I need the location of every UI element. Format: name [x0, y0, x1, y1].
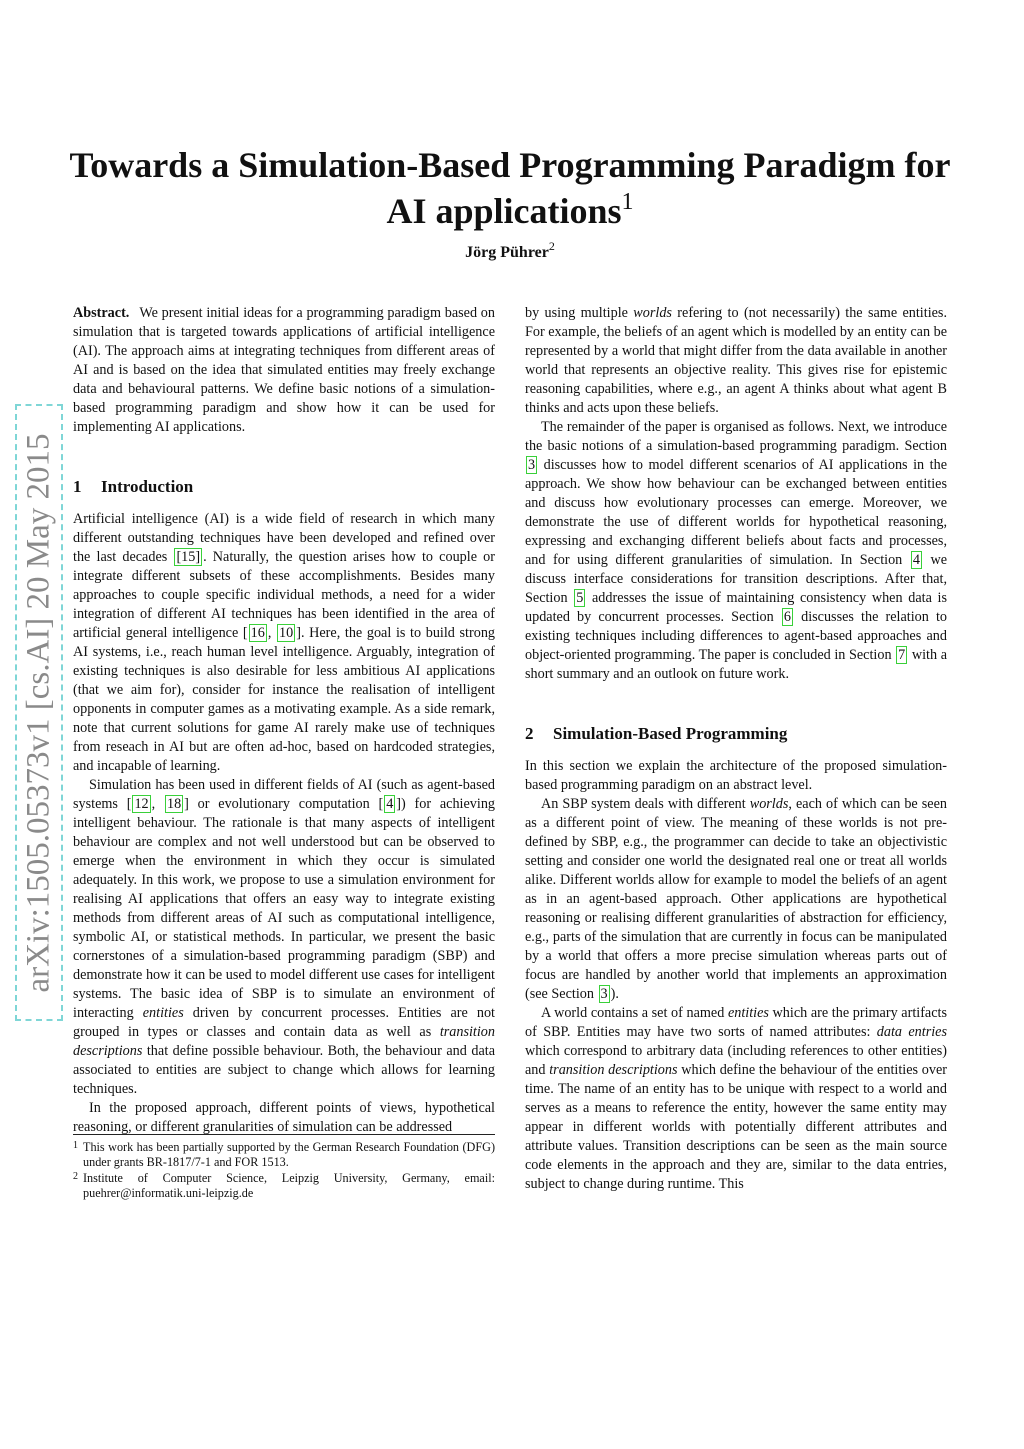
intro-paragraph-2: Simulation has been used in different fields of AI (such as agent-based systems [ 12 , 18 ] or evolutionary computation [ 4 ]) for achieving intelligent behaviour. The rationale is that many aspects of intelligent behaviour are complex and not well understood but can be observed to emerge when the environment in which they occur is simulated adequately. In this work, we propose to use a simulation environment for realising AI applications that offers an easy way to integrate existing methods from different areas of AI such as computational intelligence, symbolic AI, or statistical methods. In particular, we present the basic cornerstones of a simulation-based programming paradigm (SBP) and demonstrate how it can be used to model different use cases for intelligent systems. The basic idea of SBP is to simulate an environment of interacting entities driven by concurrent processes. Entities are not grouped in types or classes and contain data as well as transition descriptions that define possible behaviour. Both, the behaviour and data associated to entities are subject to change which allows for learning techniques. [73, 777, 496, 1097]
title-footnote-mark: 1 [621, 189, 634, 215]
author-name: Jörg Pührer [465, 244, 549, 261]
arxiv-side-stamp [15, 404, 63, 1021]
intro-paragraph-1: Artificial intelligence (AI) is a wide field of research in which many different outstanding techniques have been developed and refined over the last decades [15] . Naturally, the question arises how to couple or integrate different subsets of these accomplishments. Besides many approaches to couple specific individual methods, a need for a wider integration of different AI techniques has been identified in the area of artificial general intelligence [ 16 , 10 ]. Here, the goal is to build strong AI systems, i.e., reach human level intelligence. Arguably, integration of existing techniques is also desirable for less ambitious AI applications (that we aim for), consider for instance the realisation of intelligent opponents in computer games as a motivating example. As a side remark, note that current solutions for game AI rarely make use of techniques from reseach in AI but are often ad-hoc, based on hardcoded strategies, and incapable of learning. [73, 511, 496, 774]
footnote-mark: 1 [73, 1140, 78, 1151]
citation-link[interactable]: 4 [386, 796, 394, 812]
citation-link[interactable]: 16 [250, 625, 265, 641]
section-link[interactable]: 5 [576, 590, 584, 606]
intro-paragraph-3-start: In the proposed approach, different points of views, hypothetical reasoning, or different granularities of simulation can be addressed [73, 1100, 495, 1135]
section-heading-simulation-based-programming [525, 724, 947, 743]
footnote-text: Institute of Computer Science, Leipzig University, Germany, email: puehrer@informatik.uni-leipzig.de [83, 1171, 495, 1200]
title-line-2-text: AI applications [386, 191, 622, 231]
sbp-paragraph-2: An SBP system deals with different worlds, each of which can be seen as a different point of view. The meaning of these worlds is not pre-defined by SBP, e.g., the programmer can decide to take an objectivistic setting and consider one world the designated real one or treat all worlds alike. Different worlds allow for example to model the beliefs of an agent as in an agent-based approach. Other applications are hypothetical reasoning or realising different granularities of abstraction for efficiency, e.g., parts of the simulation that are currently in focus can be manipulated by a world that offers a more precise simulation whereas parts out of focus are handled by another world that implements an approximation (see Section 3 ). [525, 796, 947, 1002]
sbp-paragraph-3: A world contains a set of named entities which are the primary artifacts of SBP. Entities may have two sorts of named attributes: data entries which correspond to arbitrary data (including references to other entities) and transition descriptions which define the behaviour of the entities over time. The name of an entity has to be unique with respect to a world and serves as a means to reference the entity, however the same entity may appear in different worlds with potentially different attributes and attribute values. Transition descriptions can be seen as the main source code elements in the approach and they are, similar to the data entries, subject to change during runtime. This [525, 1005, 947, 1192]
title-line-2 [60, 188, 960, 234]
intro-paragraph-3-continued: by using multiple worlds refering to (not necessarily) the same entities. For example, the beliefs of an agent which is modelled by an entity can be represented by a world that might differ from the data available in another world that represents an objective reality. This gives rise for epistemic reasoning capabilities, where e.g., an agent A thinks about what agent B thinks and acts upon these beliefs. [525, 305, 947, 416]
footnote-1 [73, 1140, 495, 1170]
abstract-text: We present initial ideas for a programming paradigm based on simulation that is targeted towards applications of artificial intelligence (AI). The approach aims at integrating techniques from different areas of AI and is based on the idea that simulated entities may freely exchange data and behavioural patterns. We define basic notions of a simulation-based programming paradigm and show how it can be used for implementing AI applications. [73, 305, 495, 435]
citation-link[interactable]: 18 [166, 796, 182, 812]
section-heading-introduction [73, 477, 495, 496]
citation-link[interactable]: 12 [134, 796, 149, 812]
footnote-text: This work has been partially supported by the German Research Foundation (DFG) under grants BR-1817/7-1 and FOR 1513. [83, 1140, 495, 1169]
section-link[interactable]: 4 [912, 552, 920, 568]
paper-title [60, 142, 960, 234]
section-link[interactable]: 7 [898, 647, 906, 663]
sbp-paragraph-1: In this section we explain the architecture of the proposed simulation-based programming paradigm on an abstract level. [525, 758, 947, 793]
section-link[interactable]: 6 [783, 609, 791, 625]
footnote-mark: 2 [73, 1171, 78, 1182]
citation-link[interactable]: 10 [279, 625, 294, 641]
abstract-label: Abstract. [73, 305, 130, 321]
citation-link[interactable]: [15] [176, 549, 201, 565]
abstract [73, 304, 495, 437]
intro-paragraph-4: The remainder of the paper is organised as follows. Next, we introduce the basic notions of a simulation-based programming paradigm. Section 3 discusses how to model different scenarios of AI applications in the approach. We show how behaviour can be exchanged between entities and discuss how evolutionary processes can emerge. Moreover, we demonstrate the use of different worlds for hypothetical reasoning, expressing and exchanging different beliefs about facts and processes, and for using different granularities of simulation. In Section 4 we discuss interface considerations for transition descriptions. After that, Section 5 addresses the issue of maintaining consistency when data is updated by concurrent processes. Section 6 discusses the relation to existing techniques including differences to agent-based approaches and object-oriented programming. The paper is concluded in Section 7 with a short summary and an outlook on future work. [525, 419, 947, 682]
section-link[interactable]: 3 [600, 986, 608, 1002]
section-number: 2 [525, 724, 534, 743]
right-column [525, 304, 947, 1194]
author [60, 239, 960, 262]
section-title: Introduction [101, 477, 194, 496]
title-line-1: Towards a Simulation-Based Programming Paradigm for [69, 145, 951, 185]
footnotes [73, 1134, 495, 1202]
arxiv-stamp-text: arXiv:1505.05373v1 [cs.AI] 20 May 2015 [20, 432, 57, 993]
author-footnote-mark: 2 [548, 239, 555, 253]
section-number: 1 [73, 477, 82, 496]
footnote-2 [73, 1171, 495, 1201]
left-column [73, 304, 495, 1137]
footnote-rule [73, 1134, 495, 1135]
section-link[interactable]: 3 [528, 457, 536, 473]
section-title: Simulation-Based Programming [553, 724, 788, 743]
